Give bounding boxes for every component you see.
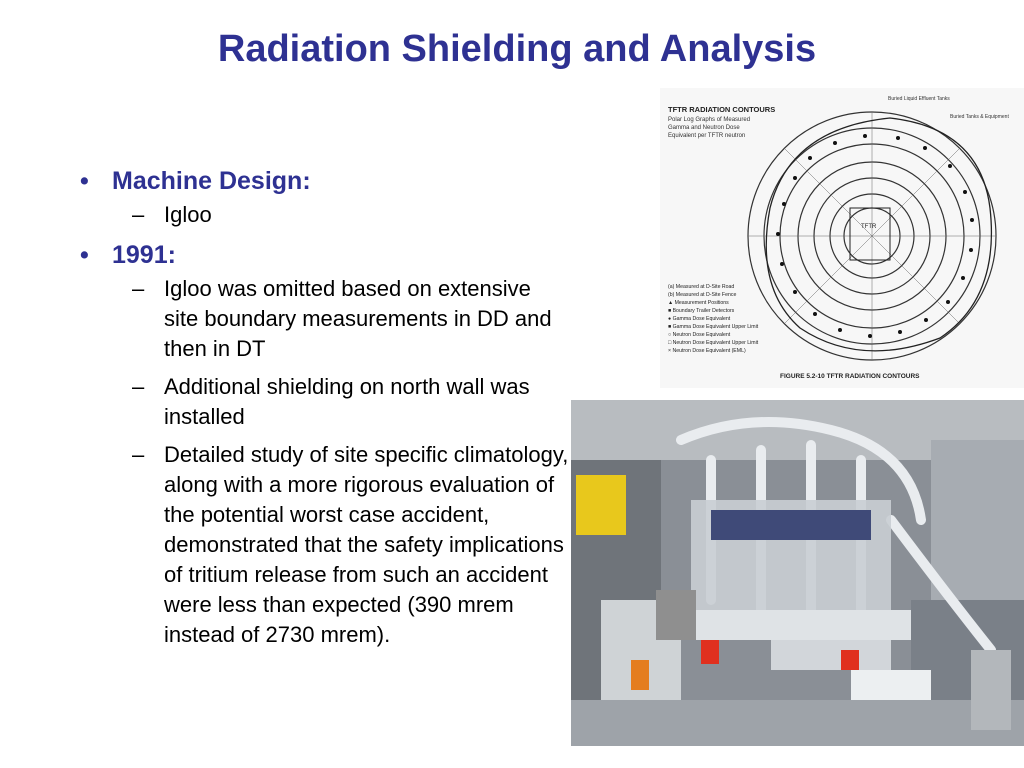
tanks-annotation: Buried Tanks & Equipment bbox=[950, 114, 1009, 120]
bullet-dot: • bbox=[80, 167, 89, 195]
radiation-contour-diagram bbox=[660, 88, 1024, 388]
legend-item: (a) Measured at D-Site Road bbox=[668, 284, 735, 290]
tanks-annotation: Buried Liquid Effluent Tanks bbox=[888, 96, 950, 102]
legend-item: ○ Neutron Dose Equivalent bbox=[668, 332, 731, 338]
sub-bullet-text: Igloo was omitted based on extensive site boundary measurements in DD and then in DT bbox=[164, 276, 552, 361]
dash-marker: – bbox=[132, 374, 145, 399]
legend-item: □ Neutron Dose Equivalent Upper Limit bbox=[668, 340, 759, 346]
legend-item: ■ Gamma Dose Equivalent Upper Limit bbox=[668, 324, 759, 330]
slide-title: Radiation Shielding and Analysis bbox=[217, 28, 817, 70]
bullet-list bbox=[80, 164, 570, 658]
dash-marker: – bbox=[132, 442, 145, 467]
legend-item: ■ Boundary Trailer Detectors bbox=[668, 308, 735, 314]
sub-bullet-igloo-omitted bbox=[80, 274, 570, 364]
sub-bullet-north-wall bbox=[80, 372, 570, 432]
bullet-label: 1991: bbox=[112, 241, 176, 269]
legend-item: ▲ Measurement Positions bbox=[668, 300, 729, 306]
diagram-caption: FIGURE 5.2-10 TFTR RADIATION CONTOURS bbox=[780, 373, 920, 380]
legend-item: (b) Measured at D-Site Fence bbox=[668, 292, 737, 298]
tftr-label: TFTR bbox=[861, 224, 877, 230]
sub-bullet-climatology bbox=[80, 440, 570, 650]
sub-bullet-text: Detailed study of site specific climatology, along with a more rigorous evaluation of the potential worst case accident, demonstrated that the safety implications of tritium release from such an accident were less than expected (390 mrem instead of 2730 mrem). bbox=[164, 442, 569, 647]
sub-bullet-text: Igloo bbox=[164, 202, 212, 227]
diagram-heading: TFTR RADIATION CONTOURS bbox=[668, 105, 776, 114]
bullet-1991 bbox=[80, 238, 570, 272]
diagram-subheading-line: Gamma and Neutron Dose bbox=[668, 125, 740, 131]
legend-item: ● Gamma Dose Equivalent bbox=[668, 316, 731, 322]
bullet-label: Machine Design: bbox=[112, 167, 311, 195]
machine-photo bbox=[571, 400, 1024, 746]
sub-bullet-text: Additional shielding on north wall was installed bbox=[164, 374, 530, 429]
dash-marker: – bbox=[132, 276, 145, 301]
diagram-subheading-line: Polar Log Graphs of Measured bbox=[668, 117, 751, 123]
bullet-dot: • bbox=[80, 241, 89, 269]
sub-bullet-igloo bbox=[80, 200, 570, 230]
legend-item: × Neutron Dose Equivalent (EML) bbox=[668, 348, 746, 354]
dash-marker: – bbox=[132, 202, 145, 227]
diagram-subheading-line: Equivalent per TFTR neutron bbox=[668, 133, 746, 139]
bullet-machine-design bbox=[80, 164, 570, 198]
